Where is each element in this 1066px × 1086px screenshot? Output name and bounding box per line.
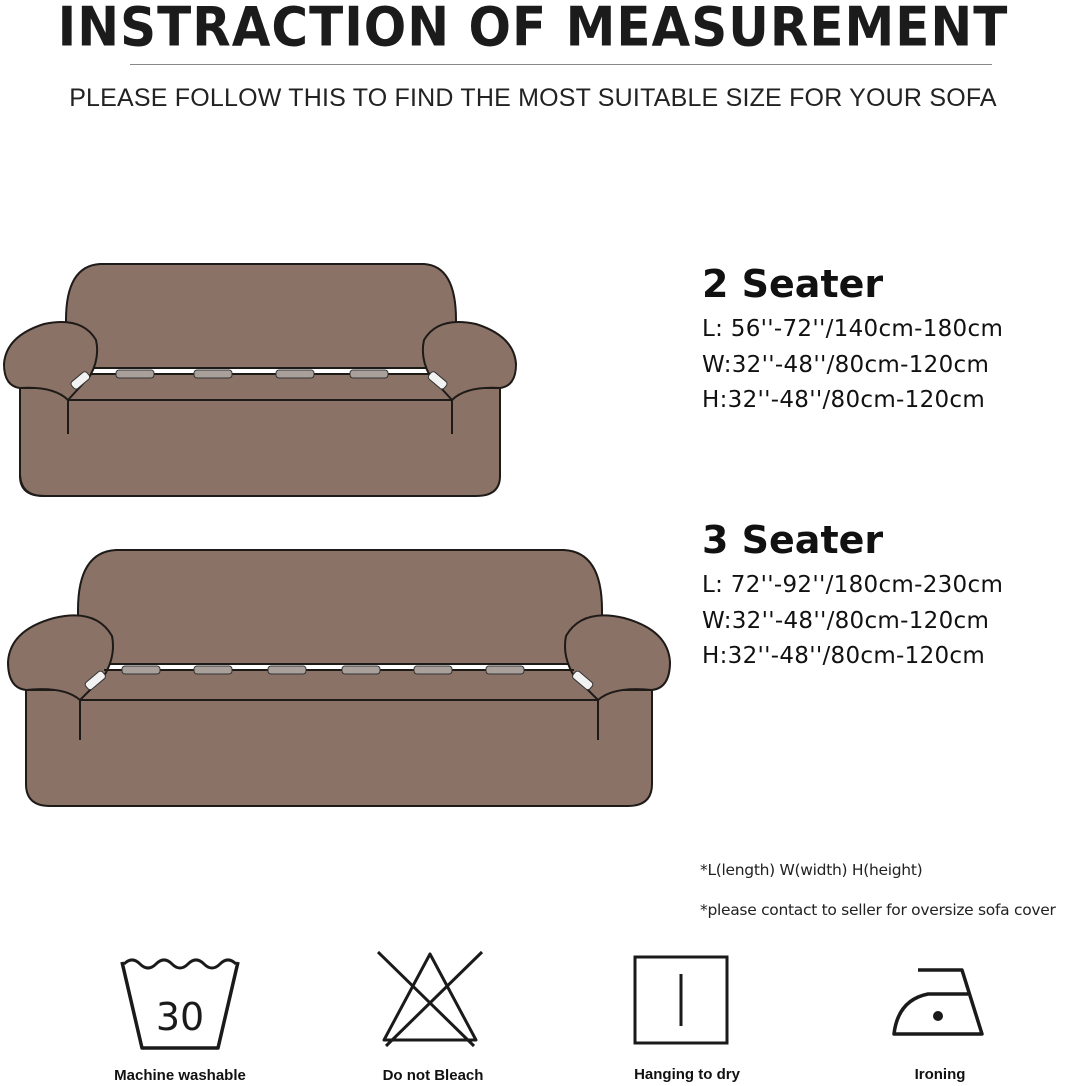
spec-width: W:32''-48''/80cm-120cm — [702, 351, 990, 378]
page-title: INSTRACTION OF MEASUREMENT — [57, 0, 1009, 59]
spec-length: L: 72''-92''/180cm-230cm — [702, 572, 1004, 598]
sofa-backrest — [78, 550, 602, 664]
dimension-legend-note: *L(length) W(width) H(height) — [700, 861, 923, 879]
iron-icon — [890, 964, 986, 1040]
spec-length: L: 56''-72''/140cm-180cm — [702, 316, 1004, 342]
spec-width: W:32''-48''/80cm-120cm — [702, 607, 990, 634]
spec-two-seater — [702, 262, 1003, 419]
title-divider — [130, 64, 992, 65]
no-bleach-icon — [374, 948, 486, 1048]
spec-height: H:32''-48''/80cm-120cm — [702, 643, 986, 669]
sofa-base — [20, 388, 500, 496]
spec-title: 3 Seater — [702, 518, 884, 562]
page-subtitle: PLEASE FOLLOW THIS TO FIND THE MOST SUITABLE SIZE FOR YOUR SOFA — [69, 84, 997, 112]
hang-dry-icon — [632, 954, 730, 1046]
care-label-wash: Machine washable — [114, 1067, 246, 1084]
spec-height: H:32''-48''/80cm-120cm — [702, 387, 986, 413]
spec-title: 2 Seater — [702, 262, 884, 306]
two-seater-sofa-illustration — [0, 258, 520, 502]
sofa-base — [26, 690, 652, 806]
wash-tub-icon — [118, 952, 242, 1056]
three-seater-sofa-illustration — [4, 544, 674, 814]
oversize-contact-note: *please contact to seller for oversize sofa cover — [700, 901, 1056, 919]
spec-three-seater — [702, 518, 1003, 675]
sofa-backrest — [66, 264, 456, 368]
care-label-iron: Ironing — [914, 1066, 966, 1083]
care-label-hang: Hanging to dry — [634, 1066, 740, 1083]
care-label-bleach: Do not Bleach — [382, 1067, 484, 1084]
wash-temperature: 30 — [155, 995, 205, 1039]
